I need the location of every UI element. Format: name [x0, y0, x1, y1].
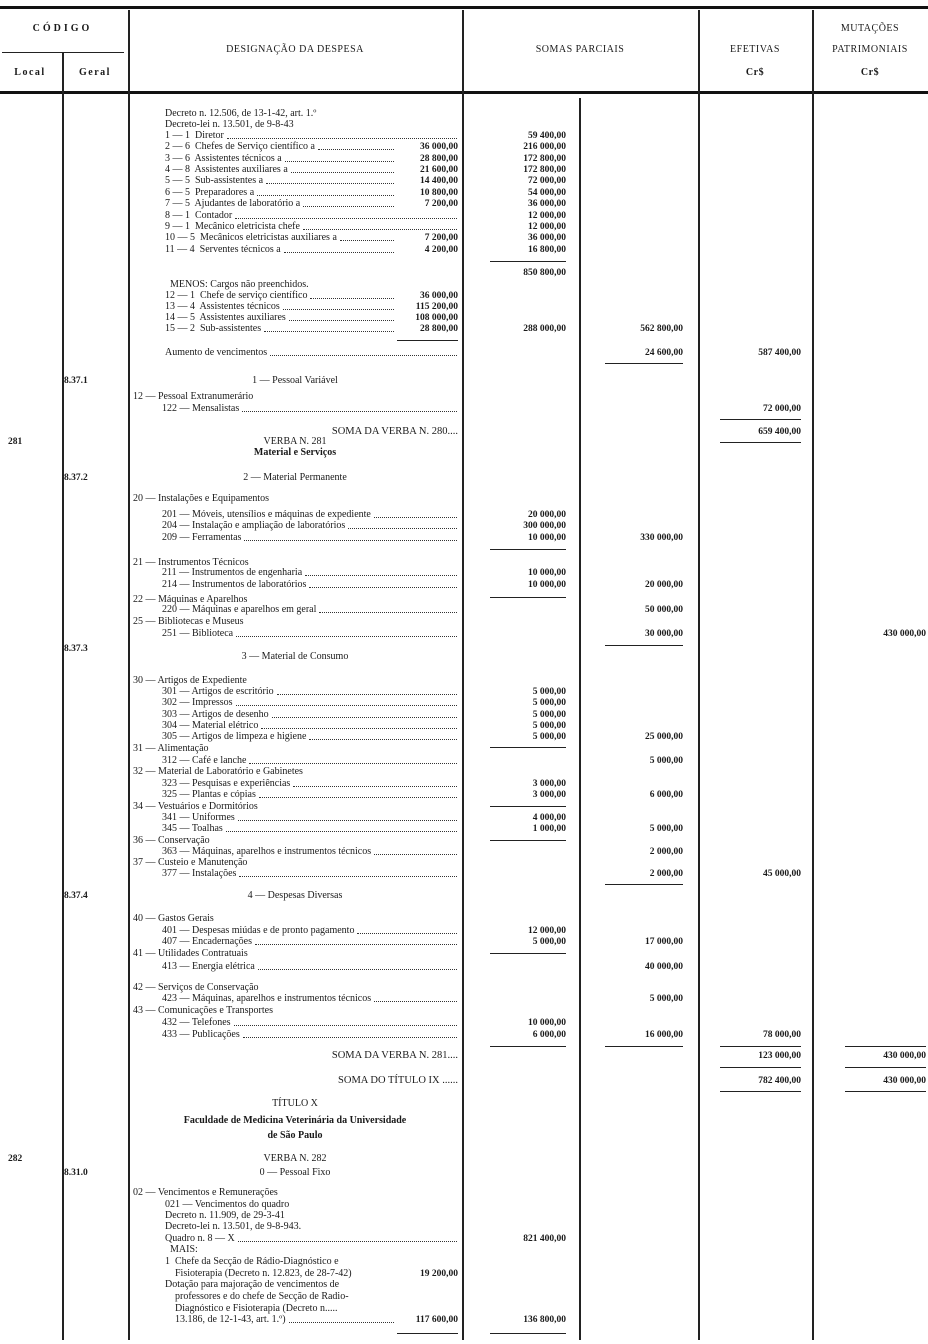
description-text: Dotação para majoração de vencimentos de: [165, 1279, 340, 1290]
dot-leader: [277, 694, 457, 695]
amount-p1: 10 000,00: [528, 533, 566, 543]
description-text: 1 Chefe da Secção de Rádio-Diagnóstico e: [165, 1256, 339, 1267]
amount-ef: 659 400,00: [758, 427, 801, 437]
section-heading: TÍTULO X: [272, 1098, 318, 1109]
header-patrimoniais: PATRIMONIAIS: [832, 44, 908, 55]
amount-sub: 4 200,00: [424, 245, 458, 255]
description-text: 14 — 5 Assistentes auxiliares: [165, 312, 286, 323]
amount-p1: 172 800,00: [523, 154, 566, 164]
amount-p1: 10 000,00: [528, 568, 566, 578]
amount-sub: 36 000,00: [420, 291, 458, 301]
column-divider: [812, 10, 814, 1340]
dot-leader: [303, 229, 457, 230]
amount-p2: 16 000,00: [645, 1030, 683, 1040]
description-text: 302 — Impressos: [162, 697, 233, 708]
amount-sub: 117 600,00: [415, 1315, 458, 1325]
section-heading: 2 — Material Permanente: [243, 472, 347, 483]
line-description: [162, 823, 458, 835]
description-text: 201 — Móveis, utensílios e máquinas de expediente: [162, 509, 371, 520]
line-description: [165, 1314, 395, 1326]
description-text: 303 — Artigos de desenho: [162, 709, 269, 720]
line-description: [165, 1244, 458, 1256]
description-text: 304 — Material elétrico: [162, 720, 259, 731]
amount-p2: 25 000,00: [645, 732, 683, 742]
line-description: [165, 244, 395, 256]
header-designacao: DESIGNAÇÃO DA DESPESA: [226, 44, 364, 55]
dot-leader: [289, 1322, 394, 1323]
description-text: 12 — 1 Chefe de serviço científico: [165, 290, 308, 301]
sum-label: SOMA DA VERBA N. 281....: [331, 1050, 458, 1061]
amount-ef: 782 400,00: [758, 1076, 801, 1086]
amount-p2: 5 000,00: [649, 824, 683, 834]
line-description: [165, 1256, 458, 1268]
dot-leader: [309, 739, 457, 740]
description-text: 42 — Serviços de Conservação: [133, 982, 259, 993]
description-text: 345 — Toalhas: [162, 823, 223, 834]
amount-p1: 821 400,00: [523, 1234, 566, 1244]
sum-rule: [490, 840, 566, 841]
amount-p1: 36 000,00: [528, 233, 566, 243]
dot-leader: [242, 411, 457, 412]
description-text: 7 — 5 Ajudantes de laboratório a: [165, 198, 301, 209]
header-mutacoes: MUTAÇÕES: [840, 23, 900, 34]
amount-p1: 10 000,00: [528, 1018, 566, 1028]
sum-rule: [605, 884, 683, 885]
description-text: 20 — Instalações e Equipamentos: [133, 493, 270, 504]
dot-leader: [234, 1025, 457, 1026]
line-description: [133, 913, 458, 925]
description-text: 4 — 8 Assistentes auxiliares a: [165, 164, 288, 175]
amount-p1: 20 000,00: [528, 510, 566, 520]
dot-leader: [255, 944, 457, 945]
description-text: 8 — 1 Contador: [165, 210, 233, 221]
section-heading: Faculdade de Medicina Veterinária da Universidade: [183, 1115, 407, 1126]
line-description: [133, 1187, 458, 1199]
description-text: 11 — 4 Serventes técnicos a: [165, 244, 281, 255]
dot-leader: [272, 717, 457, 718]
description-text: 32 — Material de Laboratório e Gabinetes: [133, 766, 303, 777]
amount-p1: 3 000,00: [532, 779, 566, 789]
description-text: 312 — Café e lanche: [162, 755, 247, 766]
amount-p2: 30 000,00: [645, 629, 683, 639]
amount-p1: 4 000,00: [532, 813, 566, 823]
description-text: 43 — Comunicações e Transportes: [133, 1005, 273, 1016]
section-heading: VERBA N. 281: [263, 436, 327, 447]
amount-p1: 300 000,00: [523, 521, 566, 531]
line-description: [165, 232, 395, 244]
amount-p1: 5 000,00: [532, 732, 566, 742]
line-description: [165, 1279, 458, 1291]
section-heading: 0 — Pessoal Fixo: [259, 1167, 331, 1178]
description-text: 41 — Utilidades Contratuais: [133, 948, 248, 959]
description-text: 363 — Máquinas, aparelhos e instrumentos técnicos: [162, 846, 372, 857]
dot-leader: [257, 195, 394, 196]
description-text: 211 — Instrumentos de engenharia: [162, 567, 303, 578]
amount-sub: 115 200,00: [415, 302, 458, 312]
amount-sub: 7 200,00: [424, 199, 458, 209]
sum-rule: [845, 1091, 926, 1092]
geral-code: 8.37.1: [64, 376, 88, 386]
amount-p1: 5 000,00: [532, 721, 566, 731]
description-text: 301 — Artigos de escritório: [162, 686, 274, 697]
line-description: [133, 391, 458, 403]
sum-rule: [720, 1091, 801, 1092]
amount-p1: 72 000,00: [528, 176, 566, 186]
description-text: 13 — 4 Assistentes técnicos: [165, 301, 280, 312]
header-geral: Geral: [79, 67, 111, 78]
sum-rule: [605, 1046, 683, 1047]
line-description: [162, 532, 458, 544]
amount-p1: 5 000,00: [532, 937, 566, 947]
description-text: Decreto-lei n. 13.501, de 9-8-943.: [165, 1221, 302, 1232]
amount-mut: 430 000,00: [883, 629, 926, 639]
sum-rule: [605, 645, 683, 646]
sum-rule: [490, 261, 566, 262]
dot-leader: [374, 1001, 457, 1002]
sum-rule: [397, 340, 458, 341]
amount-p1: 16 800,00: [528, 245, 566, 255]
amount-p1: 6 000,00: [532, 1030, 566, 1040]
amount-p2: 6 000,00: [649, 790, 683, 800]
description-text: 31 — Alimentação: [133, 743, 209, 754]
dot-leader: [285, 161, 394, 162]
sum-label: SOMA DA VERBA N. 280....: [331, 426, 458, 437]
description-text: 377 — Instalações: [162, 868, 237, 879]
description-text: Quadro n. 8 — X: [165, 1233, 235, 1244]
line-description: [162, 403, 458, 415]
amount-p1: 10 000,00: [528, 580, 566, 590]
column-divider: [579, 98, 581, 1340]
amount-p2: 2 000,00: [649, 847, 683, 857]
description-text: Decreto n. 11.909, de 29-3-41: [165, 1210, 285, 1221]
section-heading: 3 — Material de Consumo: [241, 651, 349, 662]
amount-sub: 28 800,00: [420, 154, 458, 164]
line-description: [162, 579, 458, 591]
description-text: Diagnóstico e Fisioterapia (Decreto n.....: [165, 1303, 338, 1314]
description-text: 2 — 6 Chefes de Serviço científico a: [165, 141, 315, 152]
amount-sub: 21 600,00: [420, 165, 458, 175]
description-text: 3 — 6 Assistentes técnicos a: [165, 153, 282, 164]
description-text: MENOS: Cargos não preenchidos.: [165, 279, 309, 290]
line-description: [133, 766, 458, 778]
dot-leader: [227, 138, 457, 139]
amount-p1: 12 000,00: [528, 211, 566, 221]
amount-p1: 136 800,00: [523, 1315, 566, 1325]
dot-leader: [226, 831, 457, 832]
sum-rule: [720, 419, 801, 420]
column-divider: [698, 10, 700, 1340]
dot-leader: [239, 876, 457, 877]
description-text: 30 — Artigos de Expediente: [133, 675, 247, 686]
sum-rule: [845, 1067, 926, 1068]
description-text: 13.186, de 12-1-43, art. 1.º): [165, 1314, 286, 1325]
dot-leader: [261, 728, 457, 729]
description-text: Fisioterapia (Decreto n. 12.823, de 28-7-42): [165, 1268, 352, 1279]
description-text: Aumento de vencimentos: [165, 347, 268, 358]
amount-ef: 78 000,00: [763, 1030, 801, 1040]
amount-sub: 19 200,00: [420, 1269, 458, 1279]
dot-leader: [291, 172, 394, 173]
local-code: 281: [8, 437, 23, 447]
dot-leader: [374, 517, 457, 518]
amount-p1: 5 000,00: [532, 687, 566, 697]
geral-code: 8.37.3: [64, 644, 88, 654]
description-text: 204 — Instalação e ampliação de laboratórios: [162, 520, 346, 531]
sum-rule: [490, 747, 566, 748]
description-text: MAIS:: [165, 1244, 198, 1255]
description-text: 122 — Mensalistas: [162, 403, 240, 414]
line-description: [133, 493, 458, 505]
amount-p2: 5 000,00: [649, 994, 683, 1004]
geral-code: 8.31.0: [64, 1168, 88, 1178]
amount-sub: 7 200,00: [424, 233, 458, 243]
description-text: 6 — 5 Preparadores a: [165, 187, 255, 198]
column-divider: [62, 52, 64, 1340]
line-description: [162, 993, 458, 1005]
sum-rule: [490, 953, 566, 954]
description-text: 432 — Telefones: [162, 1017, 231, 1028]
header-local: Local: [14, 67, 46, 78]
line-description: [162, 697, 458, 709]
amount-p2: 24 600,00: [645, 348, 683, 358]
geral-code: 8.37.2: [64, 473, 88, 483]
line-description: [162, 868, 458, 880]
amount-p1: 850 800,00: [523, 268, 566, 278]
description-text: 021 — Vencimentos do quadro: [165, 1199, 290, 1210]
amount-sub: 28 800,00: [420, 324, 458, 334]
amount-ef: 45 000,00: [763, 869, 801, 879]
description-text: 9 — 1 Mecânico eletricista chefe: [165, 221, 300, 232]
section-heading: 4 — Despesas Diversas: [247, 890, 343, 901]
line-description: [162, 604, 458, 616]
top-rule: [0, 6, 928, 9]
amount-p2: 20 000,00: [645, 580, 683, 590]
dot-leader: [264, 331, 394, 332]
dot-leader: [236, 705, 457, 706]
dot-leader: [270, 355, 457, 356]
amount-p1: 59 400,00: [528, 131, 566, 141]
sum-rule: [490, 1046, 566, 1047]
amount-p1: 3 000,00: [532, 790, 566, 800]
description-text: 21 — Instrumentos Técnicos: [133, 557, 249, 568]
amount-ef: 587 400,00: [758, 348, 801, 358]
description-text: 401 — Despesas miúdas e de pronto pagamento: [162, 925, 355, 936]
amount-p2: 330 000,00: [640, 533, 683, 543]
dot-leader: [319, 612, 457, 613]
amount-ef: 123 000,00: [758, 1051, 801, 1061]
amount-p1: 216 000,00: [523, 142, 566, 152]
section-heading: Material e Serviços: [253, 447, 337, 458]
dot-leader: [289, 320, 394, 321]
amount-mut: 430 000,00: [883, 1051, 926, 1061]
line-description: [162, 731, 458, 743]
dot-leader: [283, 309, 394, 310]
dot-leader: [266, 183, 394, 184]
description-text: 407 — Encadernações: [162, 936, 252, 947]
sum-rule: [720, 442, 801, 443]
dot-leader: [357, 933, 457, 934]
amount-mut: 430 000,00: [883, 1076, 926, 1086]
amount-p1: 172 800,00: [523, 165, 566, 175]
description-text: 209 — Ferramentas: [162, 532, 242, 543]
amount-p2: 40 000,00: [645, 962, 683, 972]
sum-rule: [605, 363, 683, 364]
dot-leader: [348, 528, 457, 529]
amount-p2: 17 000,00: [645, 937, 683, 947]
section-heading: 1 — Pessoal Variável: [252, 375, 338, 386]
dot-leader: [259, 797, 457, 798]
description-text: 36 — Conservação: [133, 835, 210, 846]
line-description: [165, 1291, 458, 1303]
line-description: [133, 1005, 458, 1017]
amount-p1: 1 000,00: [532, 824, 566, 834]
sum-rule: [720, 1067, 801, 1068]
amount-p1: 36 000,00: [528, 199, 566, 209]
dot-leader: [309, 587, 457, 588]
description-text: 02 — Vencimentos e Remunerações: [133, 1187, 278, 1198]
dot-leader: [258, 969, 457, 970]
description-text: 220 — Máquinas e aparelhos em geral: [162, 604, 317, 615]
line-description: [165, 1221, 458, 1233]
line-description: [162, 567, 458, 579]
dot-leader: [284, 252, 394, 253]
line-description: [165, 141, 395, 153]
description-text: 12 — Pessoal Extranumerário: [133, 391, 254, 402]
dot-leader: [249, 763, 457, 764]
description-text: 1 — 1 Diretor: [165, 130, 224, 141]
amount-p2: 2 000,00: [649, 869, 683, 879]
description-text: professores e do chefe de Secção de Radio-: [165, 1291, 349, 1302]
description-text: 37 — Custeio e Manutenção: [133, 857, 248, 868]
dot-leader: [238, 820, 457, 821]
description-text: 251 — Biblioteca: [162, 628, 234, 639]
dot-leader: [238, 1241, 457, 1242]
line-description: [165, 175, 395, 187]
sum-rule: [845, 1046, 926, 1047]
description-text: 40 — Gastos Gerais: [133, 913, 214, 924]
line-description: [165, 323, 395, 335]
geral-code: 8.37.4: [64, 891, 88, 901]
amount-p1: 5 000,00: [532, 698, 566, 708]
amount-sub: 14 400,00: [420, 176, 458, 186]
column-divider: [462, 10, 464, 1340]
line-description: [162, 936, 458, 948]
section-heading: de São Paulo: [267, 1130, 323, 1141]
header-mutacoes-unit: Cr$: [860, 67, 880, 78]
dot-leader: [236, 636, 457, 637]
sum-rule: [490, 1333, 566, 1334]
line-description: [162, 520, 458, 532]
description-text: 341 — Uniformes: [162, 812, 235, 823]
local-code: 282: [8, 1154, 23, 1164]
sum-rule: [397, 1333, 458, 1334]
amount-sub: 108 000,00: [415, 313, 458, 323]
dot-leader: [243, 1037, 457, 1038]
line-description: [162, 628, 458, 640]
dot-leader: [293, 786, 457, 787]
description-text: Decreto n. 12.506, de 13-1-42, art. 1.º: [165, 108, 317, 119]
description-text: 15 — 2 Sub-assistentes: [165, 323, 262, 334]
description-text: 325 — Plantas e cópias: [162, 789, 256, 800]
amount-ef: 72 000,00: [763, 404, 801, 414]
line-description: [165, 347, 458, 359]
amount-p1: 12 000,00: [528, 222, 566, 232]
line-description: [162, 1029, 458, 1041]
sum-rule: [490, 597, 566, 598]
dot-leader: [235, 218, 457, 219]
line-description: [162, 961, 458, 973]
sum-rule: [490, 549, 566, 550]
description-text: 25 — Bibliotecas e Museus: [133, 616, 244, 627]
amount-p1: 5 000,00: [532, 710, 566, 720]
description-text: 305 — Artigos de limpeza e higiene: [162, 731, 307, 742]
sum-rule: [490, 806, 566, 807]
amount-p1: 288 000,00: [523, 324, 566, 334]
description-text: 34 — Vestuários e Dormitórios: [133, 801, 258, 812]
dot-leader: [374, 854, 457, 855]
line-description: [133, 948, 458, 960]
description-text: 423 — Máquinas, aparelhos e instrumentos técnicos: [162, 993, 372, 1004]
description-text: 10 — 5 Mecânicos eletricistas auxiliares a: [165, 232, 337, 243]
header-codigo: CÓDIGO: [32, 23, 93, 34]
amount-p2: 50 000,00: [645, 605, 683, 615]
amount-p1: 54 000,00: [528, 188, 566, 198]
header-somas-parciais: SOMAS PARCIAIS: [535, 44, 625, 55]
amount-p2: 5 000,00: [649, 756, 683, 766]
amount-sub: 36 000,00: [420, 142, 458, 152]
dot-leader: [305, 575, 457, 576]
line-description: [133, 616, 458, 628]
description-text: 5 — 5 Sub-assistentes a: [165, 175, 264, 186]
header-bottom-rule: [0, 91, 928, 94]
description-text: 433 — Publicações: [162, 1029, 240, 1040]
amount-sub: 10 800,00: [420, 188, 458, 198]
description-text: 413 — Energia elétrica: [162, 961, 255, 972]
line-description: [162, 789, 458, 801]
amount-p1: 12 000,00: [528, 926, 566, 936]
header-efetivas-unit: Cr$: [745, 67, 765, 78]
amount-p2: 562 800,00: [640, 324, 683, 334]
header-efetivas: EFETIVAS: [730, 44, 780, 55]
line-description: [165, 198, 395, 210]
description-text: 22 — Máquinas e Aparelhos: [133, 594, 248, 605]
description-text: Decreto-lei n. 13.501, de 9-8-43: [165, 119, 294, 130]
dot-leader: [244, 540, 457, 541]
description-text: 214 — Instrumentos de laboratórios: [162, 579, 307, 590]
line-description: [133, 743, 458, 755]
sum-rule: [720, 1046, 801, 1047]
sum-label: SOMA DO TÍTULO IX ......: [338, 1075, 458, 1086]
section-heading: VERBA N. 282: [263, 1153, 327, 1164]
line-description: [162, 1017, 458, 1029]
description-text: 323 — Pesquisas e experiências: [162, 778, 291, 789]
